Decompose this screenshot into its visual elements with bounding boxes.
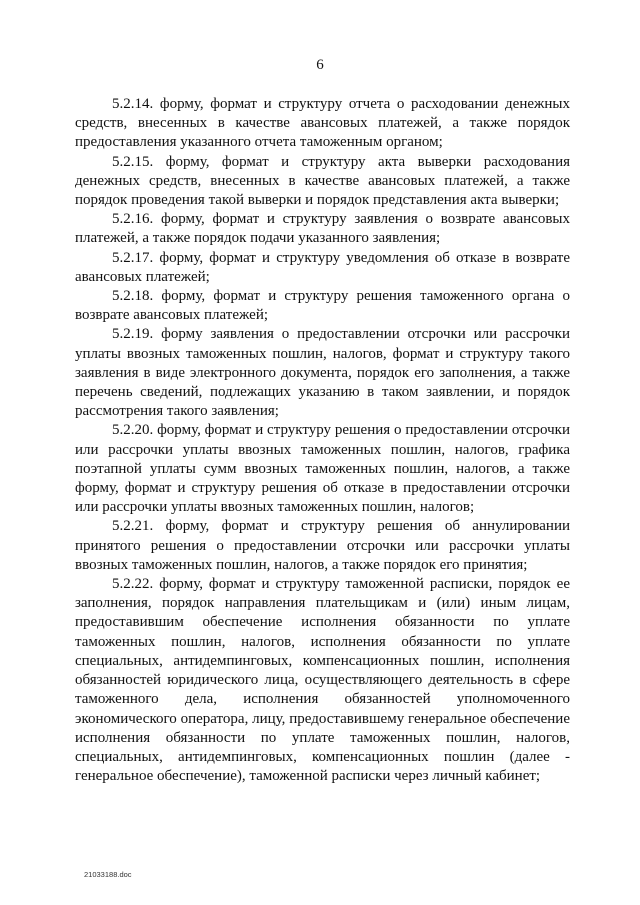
paragraph-5-2-14: 5.2.14. форму, формат и структуру отчета о расходовании денежных средств, внесенных в качестве авансовых платежей, а также порядок предоставления указанного отчета таможенным органом; — [75, 96, 570, 151]
paragraph-5-2-18: 5.2.18. форму, формат и структуру решения таможенного органа о возврате авансовых платежей; — [75, 288, 570, 324]
paragraph-5-2-20: 5.2.20. форму, формат и структуру решения о предоставлении отсрочки или рассрочки уплаты ввозных таможенных пошлин, налогов, графика поэтапной уплаты сумм ввозных таможенных пошлин, налогов, а также форму, формат и структуру решения об отказе в предоставлении отсрочки или рассрочки уплаты ввозных таможенных пошлин, налогов; — [75, 422, 570, 516]
document-body — [75, 95, 570, 786]
footer-file-name: 21033188.doc — [84, 870, 132, 879]
paragraph-5-2-16: 5.2.16. форму, формат и структуру заявления о возврате авансовых платежей, а также порядок подачи указанного заявления; — [75, 211, 570, 247]
paragraph-5-2-22: 5.2.22. форму, формат и структуру таможенной расписки, порядок ее заполнения, порядок направления плательщикам и (или) иным лицам, предоставившим обеспечение исполнения обязанности по уплате таможенных пошлин, налогов, исполнения обязанности по уплате специальных, антидемпинговых, компенсационных пошлин, исполнения обязанностей юридического лица, осуществляющего деятельность в сфере таможенного дела, исполнения обязанностей уполномоченного экономического оператора, лицу, предоставившему генеральное обеспечение исполнения обязанности по уплате таможенных пошлин, налогов, специальных, антидемпинговых, компенсационных пошлин (далее - генеральное обеспечение), таможенной расписки через личный кабинет; — [75, 576, 570, 785]
paragraph-5-2-15: 5.2.15. форму, формат и структуру акта выверки расходования денежных средств, внесенных в качестве авансовых платежей, а также порядок проведения такой выверки и порядок представления акта выверки; — [75, 153, 570, 209]
paragraph-5-2-17: 5.2.17. форму, формат и структуру уведомления об отказе в возврате авансовых платежей; — [75, 249, 570, 285]
page-number: 6 — [316, 57, 324, 73]
paragraph-5-2-19: 5.2.19. форму заявления о предоставлении отсрочки или рассрочки уплаты ввозных таможенных пошлин, налогов, формат и структуру такого заявления в виде электронного документа, порядок его заполнения, а также перечень сведений, подлежащих указанию в таком заявлении, и порядок рассмотрения такого заявления; — [75, 326, 570, 420]
paragraph-5-2-21: 5.2.21. форму, формат и структуру решения об аннулировании принятого решения о предоставлении отсрочки или рассрочки уплаты ввозных таможенных пошлин, налогов, а также порядок его принятия; — [75, 518, 570, 573]
